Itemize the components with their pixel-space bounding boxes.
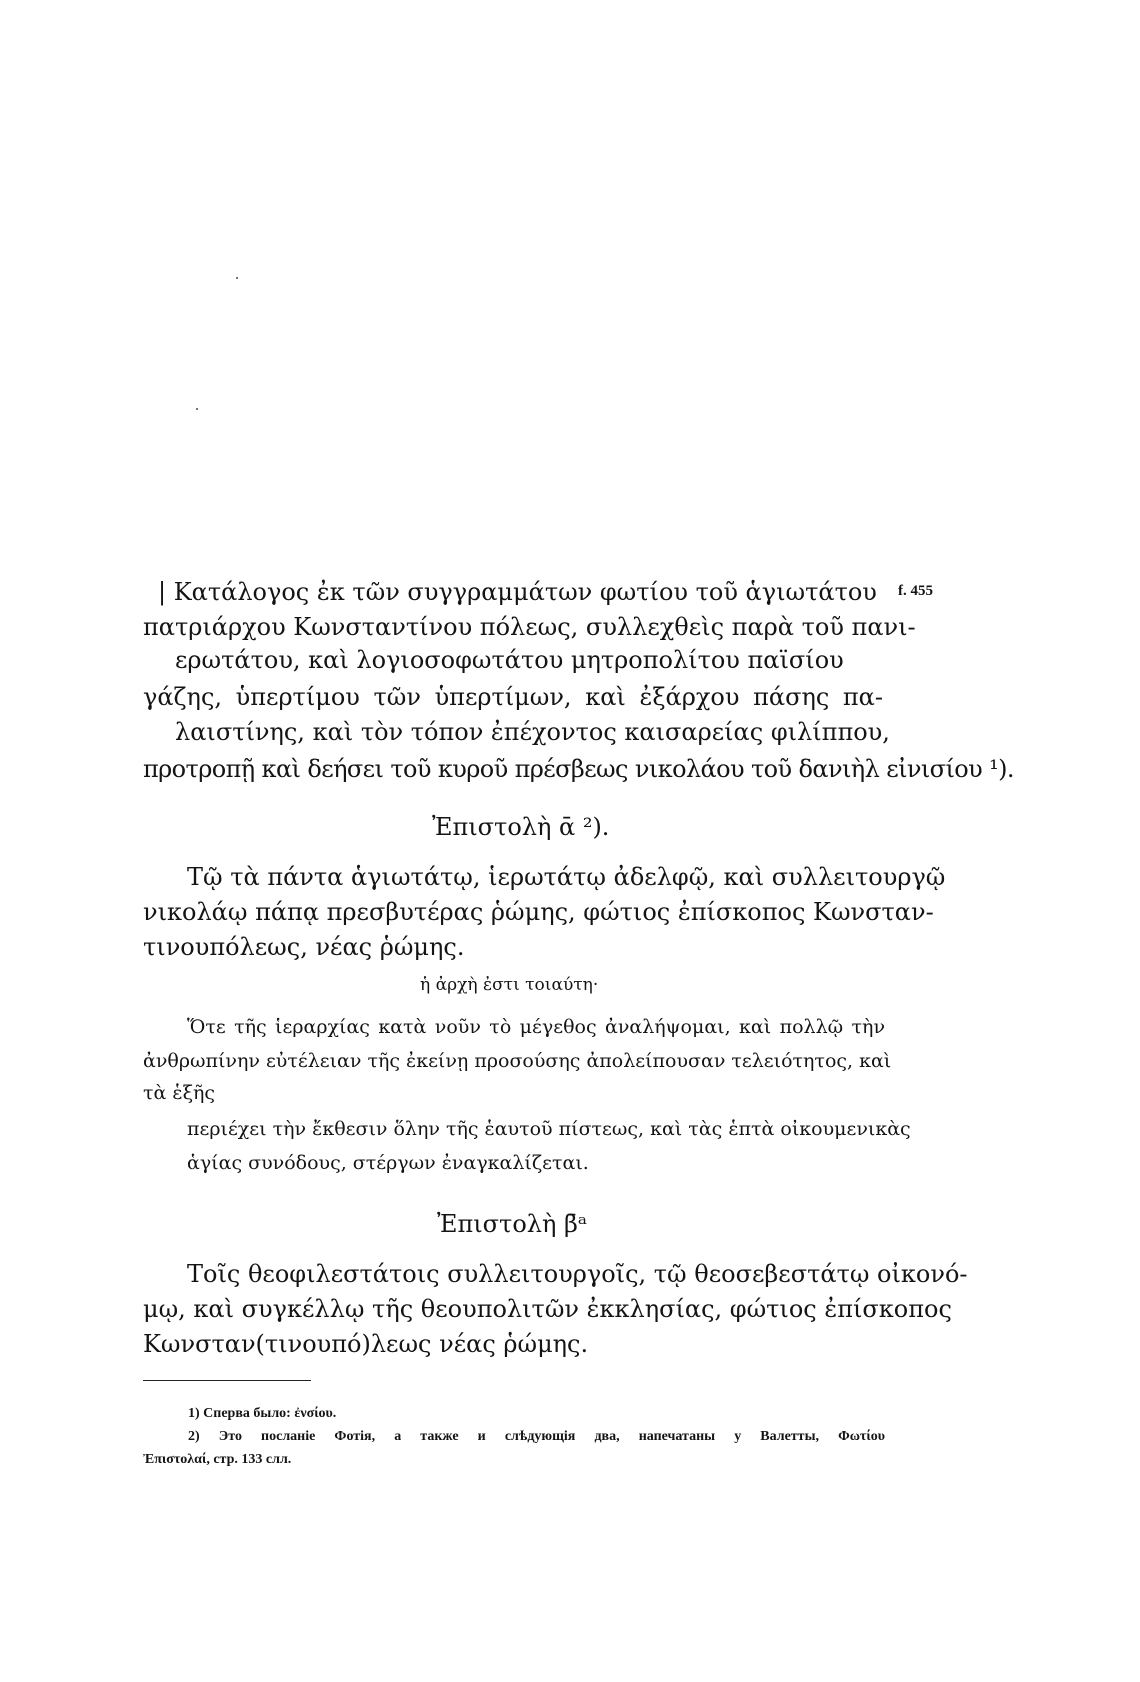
footnote-separator [143,1380,311,1381]
marginal-folio-note: f. 455 [898,583,933,599]
speck [196,408,198,410]
letter-2-address-line-1: Τοῖς θεοφιλεστάτοις συλλειτουργοῖς, τῷ θεοσεβεστάτῳ οἰκονό- [187,1260,968,1288]
letter-1-incipit-line-3: τὰ ἑξῆς [143,1082,216,1104]
letter-1-summary-line-2: ἁγίας συνόδους, στέργων ἐναγκαλίζεται. [187,1152,589,1174]
letter-1-intro: ἡ ἀρχὴ ἐστι τοιαύτη· [420,975,599,995]
title-line-2: πατριάρχου Κωνσταντίνου πόλεως, συλλεχθεὶς παρὰ τοῦ πανι- [143,613,916,641]
title-line-4: γάζης, ὑπερτίμου τῶν ὑπερτίμων, καὶ ἐξάρχου πάσης πα- [143,683,883,711]
title-line-3: ερωτάτου, καὶ λογιοσοφωτάτου μητροπολίτου παϊσίου [175,646,844,674]
footnote-2-line-2: Ἐπιστολαί, стр. 133 слл. [143,1452,292,1467]
title-line-6: προτροπῇ καὶ δεήσει τοῦ κυροῦ πρέσβεως νικολάου τοῦ δανιὴλ εἰνισίου ¹). [143,755,1014,783]
letter-1-incipit-line-1: Ὅτε τῆς ἱεραρχίας κατὰ νοῦν τὸ μέγεθος ἀναλήψομαι, καὶ πολλῷ τὴν [187,1016,885,1038]
letter-1-incipit-line-2: ἀνθρωπίνην εὐτέλειαν τῆς ἐκείνῃ προσούσης ἀπολείπουσαν τελειότητος, καὶ [143,1050,892,1072]
letter-1-address-line-1: Τῷ τὰ πάντα ἁγιωτάτῳ, ἱερωτάτῳ ἀδελφῷ, καὶ συλλειτουργῷ [187,863,946,891]
letter-2-address-line-2: μῳ, καὶ συγκέλλῳ τῆς θεουπολιτῶν ἐκκλησίας, φώτιος ἐπίσκοπος [143,1295,952,1323]
letter-1-address-line-2: νικολάῳ πάπᾳ πρεσβυτέρας ῥώμης, φώτιος ἐπίσκοπος Κωνσταν- [143,898,934,926]
speck [236,277,238,279]
letter-2-address-line-3: Κωνσταν(τινουπό)λεως νέας ῥώμης. [143,1330,589,1358]
letter-1-heading: Ἐπιστολὴ ᾱ ²). [432,813,610,841]
footnote-2-line-1: 2) Это посланіе Фотія, а также и слѣдующія два, напечатаны у Валетты, Φωτίου [188,1429,885,1444]
letter-1-summary-line-1: περιέχει τὴν ἔκθεσιν ὅλην τῆς ἑαυτοῦ πίστεως, καὶ τὰς ἑπτὰ οἰκουμενικὰς [187,1118,911,1140]
footnote-1: 1) Сперва было: ἐνσίου. [188,1406,337,1421]
title-line-1: | Κατάλογος ἐκ τῶν συγγραμμάτων φωτίου τοῦ ἁγιωτάτου [158,578,877,606]
title-line-5: λαιστίνης, καὶ τὸν τόπον ἐπέχοντος καισαρείας φιλίππου, [175,718,890,746]
letter-1-address-line-3: τινουπόλεως, νέας ῥώμης. [143,933,465,961]
letter-2-heading: Ἐπιστολὴ β̄ᵃ [437,1210,588,1238]
